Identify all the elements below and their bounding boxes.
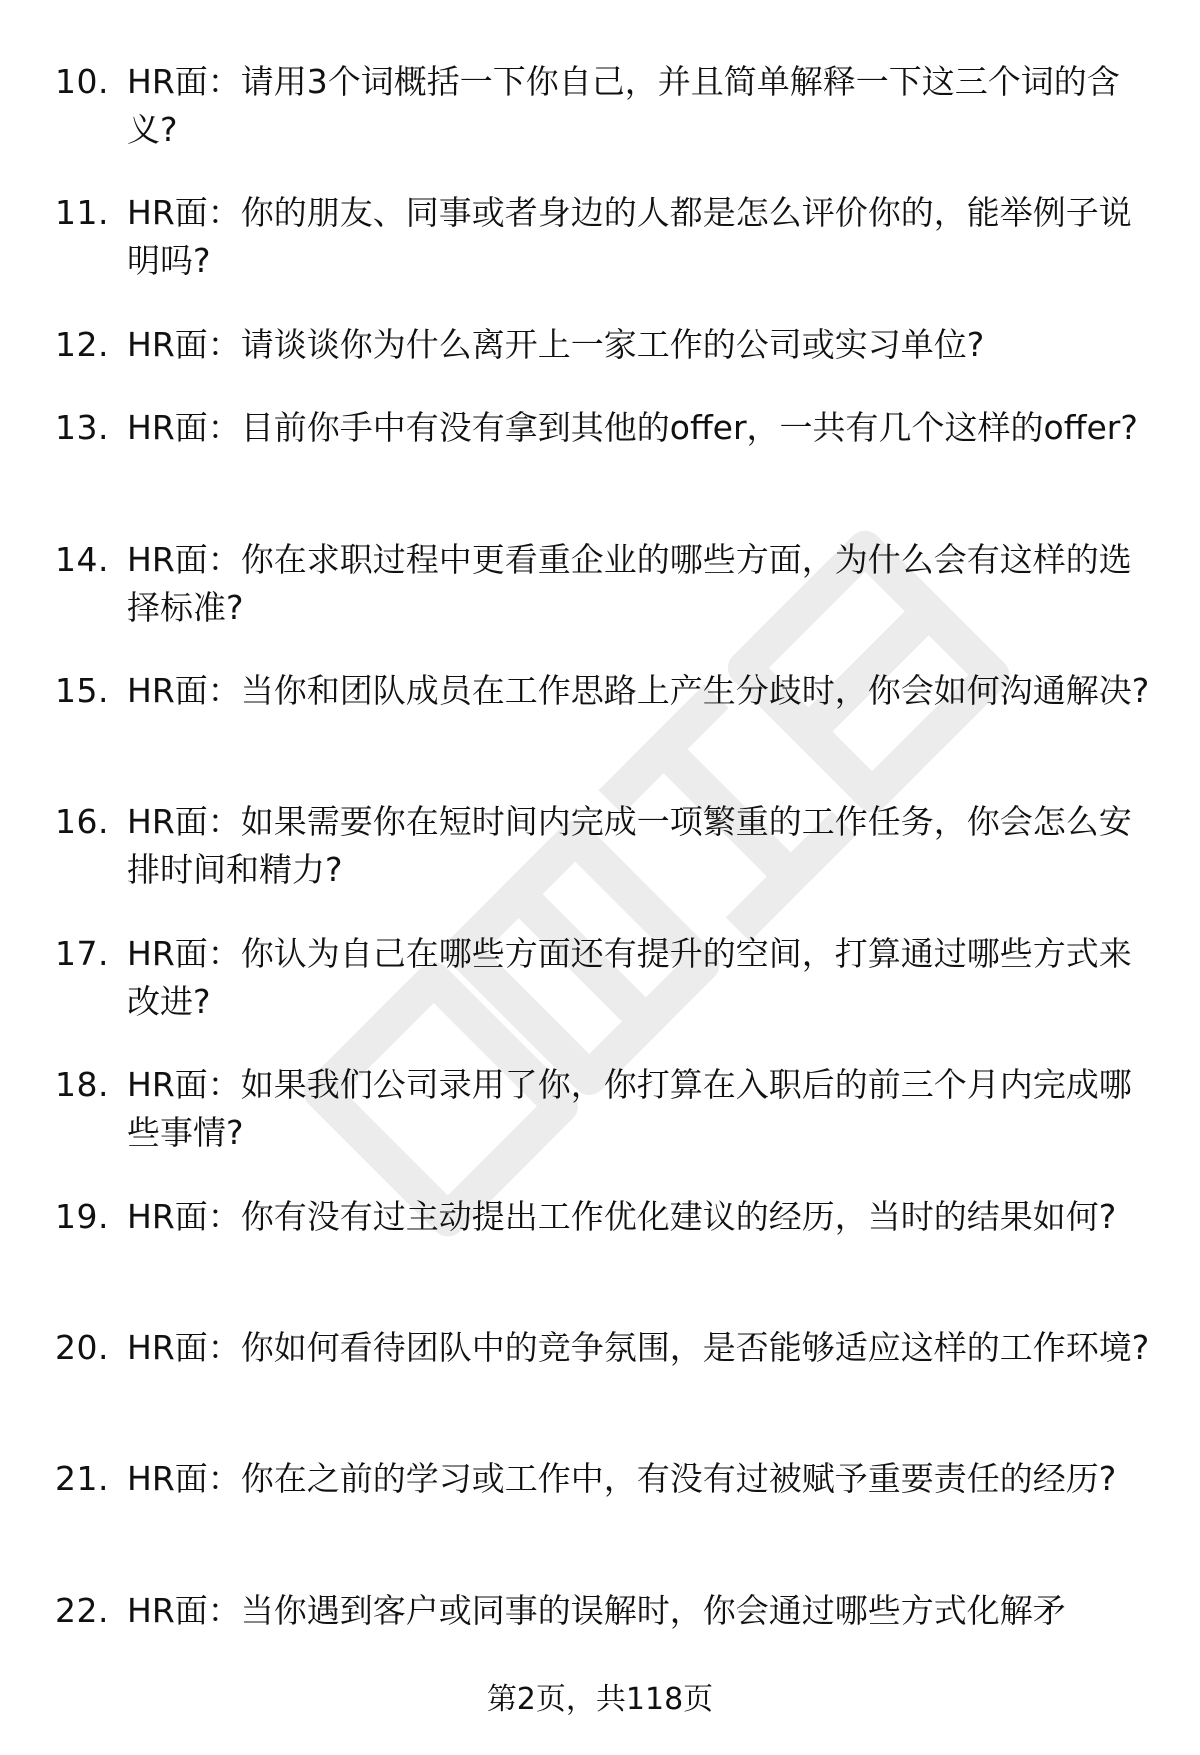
item-text <box>127 1193 1155 1241</box>
item-label: HR面： <box>127 1065 241 1105</box>
list-item <box>55 536 1155 667</box>
item-label: HR面： <box>127 193 241 233</box>
list-item <box>55 1193 1155 1324</box>
item-number: 22. <box>55 1590 109 1630</box>
item-label: HR面： <box>127 1459 241 1499</box>
item-number: 16. <box>55 802 109 842</box>
list-item <box>55 798 1155 929</box>
page-footer: 第2页，共118页 <box>486 1682 714 1717</box>
item-number: 14. <box>55 539 109 579</box>
item-question: 你在之前的学习或工作中，有没有过被赋予重要责任的经历? <box>240 1459 1117 1499</box>
list-item <box>55 1324 1155 1455</box>
question-list <box>55 58 1155 1647</box>
item-number: 11. <box>55 193 109 233</box>
item-label: HR面： <box>127 1590 241 1630</box>
item-question: 请用3个词概括一下你自己，并且简单解释一下这三个词的含义? <box>127 62 1120 149</box>
item-text <box>127 404 1155 452</box>
item-text <box>127 798 1155 894</box>
item-label: HR面： <box>127 933 241 973</box>
item-question: 你有没有过主动提出工作优化建议的经历，当时的结果如何? <box>240 1196 1117 1236</box>
item-text <box>127 1061 1155 1157</box>
item-label: HR面： <box>127 1327 241 1367</box>
item-label: HR面： <box>127 324 241 364</box>
item-question: 如果需要你在短时间内完成一项繁重的工作任务，你会怎么安排时间和精力? <box>127 802 1132 890</box>
list-item <box>55 1587 1155 1647</box>
item-number: 19. <box>55 1196 109 1236</box>
item-number: 18. <box>55 1065 109 1105</box>
item-text <box>127 321 1155 369</box>
item-number: 20. <box>55 1327 109 1367</box>
list-item <box>55 404 1155 535</box>
item-label: HR面： <box>127 408 241 448</box>
item-label: HR面： <box>127 62 241 101</box>
item-text <box>127 536 1155 632</box>
item-text <box>127 667 1155 715</box>
item-question: 你的朋友、同事或者身边的人都是怎么评价你的，能举例子说明吗? <box>127 193 1132 281</box>
list-item <box>55 58 1155 189</box>
item-question: 你如何看待团队中的竞争氛围，是否能够适应这样的工作环境? <box>240 1327 1150 1367</box>
item-text <box>127 930 1155 1026</box>
item-number: 17. <box>55 933 109 973</box>
item-label: HR面： <box>127 1196 241 1236</box>
item-label: HR面： <box>127 802 241 842</box>
item-text <box>127 1587 1155 1635</box>
item-number: 13. <box>55 408 109 448</box>
list-item <box>55 667 1155 798</box>
item-question: 当你和团队成员在工作思路上产生分歧时，你会如何沟通解决? <box>240 670 1150 710</box>
item-text <box>127 58 1155 154</box>
item-question: 你认为自己在哪些方面还有提升的空间，打算通过哪些方式来改进? <box>127 933 1132 1021</box>
item-question: 目前你手中有没有拿到其他的offer，一共有几个这样的offer? <box>240 408 1138 448</box>
list-item <box>55 189 1155 320</box>
item-number: 15. <box>55 670 109 710</box>
item-label: HR面： <box>127 539 241 579</box>
item-number: 12. <box>55 324 109 364</box>
item-number: 10. <box>55 62 109 101</box>
item-text <box>127 1455 1155 1503</box>
item-question: 你在求职过程中更看重企业的哪些方面，为什么会有这样的选择标准? <box>127 539 1132 627</box>
item-question: 如果我们公司录用了你，你打算在入职后的前三个月内完成哪些事情? <box>127 1065 1132 1153</box>
item-number: 21. <box>55 1459 109 1499</box>
list-item <box>55 321 1155 404</box>
item-text <box>127 1324 1155 1372</box>
item-question: 请谈谈你为什么离开上一家工作的公司或实习单位? <box>240 324 985 364</box>
item-text <box>127 189 1155 285</box>
item-label: HR面： <box>127 670 241 710</box>
item-question: 当你遇到客户或同事的误解时，你会通过哪些方式化解矛 <box>240 1590 1066 1630</box>
list-item <box>55 1455 1155 1586</box>
list-item <box>55 1061 1155 1192</box>
list-item <box>55 930 1155 1061</box>
